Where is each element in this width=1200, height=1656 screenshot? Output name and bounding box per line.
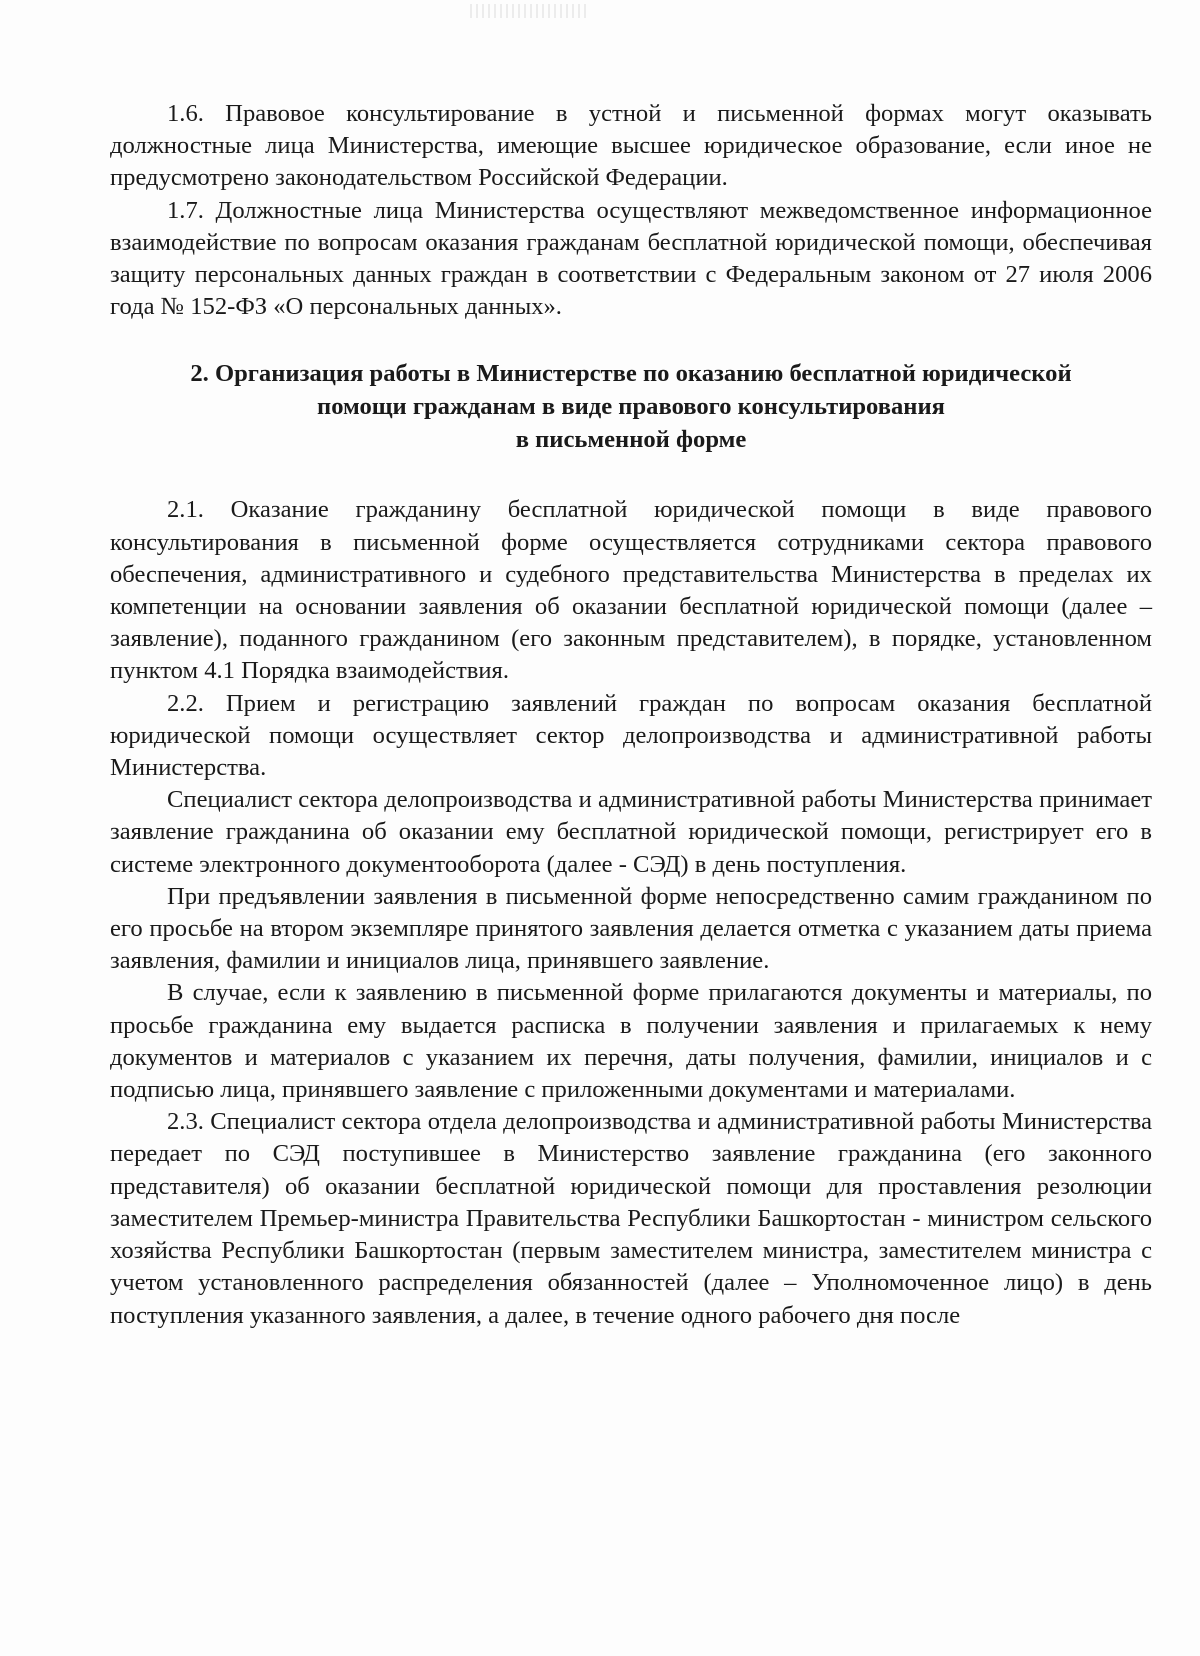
scan-artifact [470, 4, 590, 18]
document-body [110, 98, 1152, 1332]
section-2-heading-line-3: в письменной форме [515, 426, 747, 454]
paragraph-2-3: 2.3. Специалист сектора отдела делопроизводства и административной работы Министерства передает по СЭД поступившее в Министерство заявление гражданина (его законного представителя) об оказании бесплатной юридической помощи для проставления резолюции заместителем Премьер-министра Правительства Республики Башкортостан - министром сельского хозяйства Республики Башкортостан (первым заместителем министра, заместителем министра с учетом установленного распределения обязанностей (далее – Уполномоченное лицо) в день поступления указанного заявления, а далее, в течение одного рабочего дня после [110, 1108, 1152, 1329]
section-2-heading-line-1: 2. Организация работы в Министерстве по оказанию бесплатной юридической [190, 360, 1072, 388]
paragraph-documents: В случае, если к заявлению в письменной форме прилагаются документы и материалы, по просьбе гражданина ему выдается расписка в получении заявления и прилагаемых к нему документов и материалов с указанием их перечня, даты получения, фамилии, инициалов и с подписью лица, принявшего заявление с приложенными документами и материалами. [110, 979, 1152, 1104]
section-2-heading-line-2: помощи гражданам в виде правового консультирования [317, 393, 945, 421]
paragraph-specialist: Специалист сектора делопроизводства и административной работы Министерства принимает заявление гражданина об оказании ему бесплатной юридической помощи, регистрирует его в системе электронного документооборота (далее - СЭД) в день поступления. [110, 786, 1152, 878]
paragraph-1-7: 1.7. Должностные лица Министерства осуществляют межведомственное информационное взаимодействие по вопросам оказания гражданам бесплатной юридической помощи, обеспечивая защиту персональных данных граждан в соответствии с Федеральным законом от 27 июля 2006 года № 152-ФЗ «О персональных данных». [110, 196, 1152, 321]
paragraph-2-2: 2.2. Прием и регистрацию заявлений граждан по вопросам оказания бесплатной юридической помощи осуществляет сектор делопроизводства и административной работы Министерства. [110, 689, 1152, 782]
section-2-heading [110, 357, 1152, 456]
paragraph-1-6: 1.6. Правовое консультирование в устной и письменной формах могут оказывать должностные лица Министерства, имеющие высшее юридическое образование, если иное не предусмотрено законодательством Российской Федерации. [110, 100, 1152, 192]
paragraph-2-1: 2.1. Оказание гражданину бесплатной юридической помощи в виде правового консультирования в письменной форме осуществляется сотрудниками сектора правового обеспечения, административного и судебного представительства Министерства в пределах их компетенции на основании заявления об оказании бесплатной юридической помощи (далее – заявление), поданного гражданином (его законным представителем), в порядке, установленном пунктом 4.1 Порядка взаимодействия. [110, 496, 1152, 685]
paragraph-presentation: При предъявлении заявления в письменной форме непосредственно самим гражданином по его просьбе на втором экземпляре принятого заявления делается отметка с указанием даты приема заявления, фамилии и инициалов лица, принявшего заявление. [110, 882, 1152, 975]
